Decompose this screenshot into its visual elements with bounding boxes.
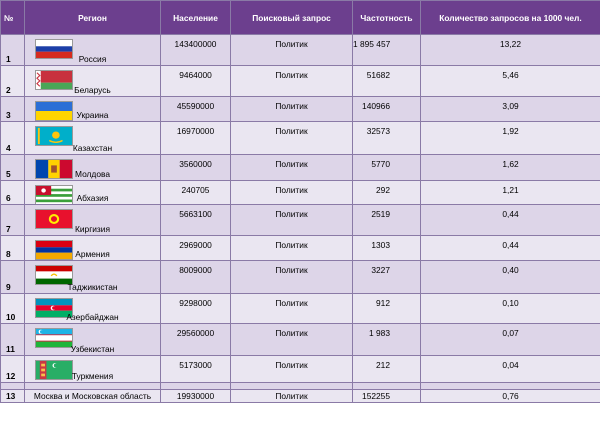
- table-row: [1, 261, 600, 294]
- table-row: [1, 66, 600, 97]
- per1000-cell: 3,09: [421, 97, 600, 122]
- table-row: [1, 356, 600, 383]
- frequency-cell: 51682: [353, 66, 421, 97]
- frequency-cell: 912: [353, 294, 421, 324]
- row-number: 11: [1, 324, 25, 356]
- row-number: 8: [1, 236, 25, 261]
- population-cell: 2969000: [161, 236, 231, 261]
- region-name: Украина: [76, 110, 109, 120]
- region-cell: [25, 356, 161, 383]
- region-cell: [25, 181, 161, 205]
- query-cell: Политик: [231, 66, 353, 97]
- query-cell: Политик: [231, 97, 353, 122]
- per1000-cell: 0,76: [421, 390, 600, 403]
- region-name: Азербайджан: [66, 312, 119, 322]
- row-number: 6: [1, 181, 25, 205]
- frequency-cell: 1303: [353, 236, 421, 261]
- header-region: Регион: [25, 1, 161, 35]
- population-cell: 143400000: [161, 35, 231, 66]
- frequency-cell: 152255: [353, 390, 421, 403]
- row-number: 5: [1, 155, 25, 181]
- frequency-cell: 212: [353, 356, 421, 383]
- region-name: Россия: [78, 54, 107, 64]
- per1000-cell: 0,40: [421, 261, 600, 294]
- frequency-cell: 1 895 457: [353, 35, 421, 66]
- region-name: Армения: [75, 249, 110, 259]
- frequency-cell: 32573: [353, 122, 421, 155]
- per1000-cell: 1,92: [421, 122, 600, 155]
- table-row: [1, 294, 600, 324]
- row-number: 2: [1, 66, 25, 97]
- population-cell: 19930000: [161, 390, 231, 403]
- population-cell: 9464000: [161, 66, 231, 97]
- row-number: 7: [1, 205, 25, 236]
- row-number: 10: [1, 294, 25, 324]
- query-cell: Политик: [231, 294, 353, 324]
- region-cell: [25, 261, 161, 294]
- per1000-cell: 0,04: [421, 356, 600, 383]
- region-name: Москва и Московская область: [25, 390, 161, 403]
- population-cell: 240705: [161, 181, 231, 205]
- table-row: [1, 122, 600, 155]
- region-cell: [25, 122, 161, 155]
- row-number: 12: [1, 356, 25, 383]
- query-cell: Политик: [231, 205, 353, 236]
- query-cell: Политик: [231, 155, 353, 181]
- per1000-cell: 0,44: [421, 236, 600, 261]
- frequency-cell: 1 983: [353, 324, 421, 356]
- header-row: [1, 1, 600, 35]
- table-row: [1, 390, 600, 403]
- region-name: Киргизия: [74, 224, 110, 234]
- region-name: Туркмения: [71, 371, 114, 381]
- frequency-cell: 2519: [353, 205, 421, 236]
- per1000-cell: 0,07: [421, 324, 600, 356]
- header-query: Поисковый запрос: [231, 1, 353, 35]
- table-row: [1, 97, 600, 122]
- population-cell: 16970000: [161, 122, 231, 155]
- table-row: [1, 155, 600, 181]
- population-cell: 5663100: [161, 205, 231, 236]
- query-cell: Политик: [231, 236, 353, 261]
- per1000-cell: 1,21: [421, 181, 600, 205]
- row-number: 4: [1, 122, 25, 155]
- per1000-cell: 1,62: [421, 155, 600, 181]
- frequency-cell: 5770: [353, 155, 421, 181]
- frequency-cell: 140966: [353, 97, 421, 122]
- spacer-row: [1, 383, 600, 390]
- query-cell: Политик: [231, 324, 353, 356]
- table-row: [1, 236, 600, 261]
- region-name: Беларусь: [74, 85, 111, 95]
- row-number: 3: [1, 97, 25, 122]
- region-cell: [25, 155, 161, 181]
- population-cell: 29560000: [161, 324, 231, 356]
- population-cell: 9298000: [161, 294, 231, 324]
- table-row: [1, 205, 600, 236]
- region-name: Абхазия: [76, 193, 109, 203]
- table-row: [1, 181, 600, 205]
- region-cell: [25, 236, 161, 261]
- region-cell: [25, 97, 161, 122]
- region-name: Узбекистан: [70, 344, 115, 354]
- region-cell: [25, 294, 161, 324]
- region-name: Казахстан: [72, 143, 113, 153]
- query-cell: Политик: [231, 35, 353, 66]
- query-cell: Политик: [231, 261, 353, 294]
- population-cell: 8009000: [161, 261, 231, 294]
- per1000-cell: 0,10: [421, 294, 600, 324]
- per1000-cell: 5,46: [421, 66, 600, 97]
- frequency-cell: 292: [353, 181, 421, 205]
- header-frequency: Частотность: [353, 1, 421, 35]
- row-number: 13: [1, 390, 25, 403]
- population-cell: 5173000: [161, 356, 231, 383]
- row-number: 1: [1, 35, 25, 66]
- region-cell: [25, 205, 161, 236]
- table-row: [1, 35, 600, 66]
- header-per1000: Количество запросов на 1000 чел.: [421, 1, 600, 35]
- header-population: Население: [161, 1, 231, 35]
- per1000-cell: 0,44: [421, 205, 600, 236]
- population-cell: 3560000: [161, 155, 231, 181]
- population-cell: 45590000: [161, 97, 231, 122]
- table-row: [1, 324, 600, 356]
- header-num: №: [1, 1, 25, 35]
- region-name: Молдова: [75, 169, 110, 179]
- row-number: 9: [1, 261, 25, 294]
- per1000-cell: 13,22: [421, 35, 600, 66]
- query-cell: Политик: [231, 122, 353, 155]
- frequency-cell: 3227: [353, 261, 421, 294]
- region-cell: [25, 35, 161, 66]
- query-cell: Политик: [231, 181, 353, 205]
- query-cell: Политик: [231, 390, 353, 403]
- region-cell: [25, 324, 161, 356]
- region-cell: [25, 66, 161, 97]
- region-name: Таджикистан: [67, 282, 118, 292]
- query-cell: Политик: [231, 356, 353, 383]
